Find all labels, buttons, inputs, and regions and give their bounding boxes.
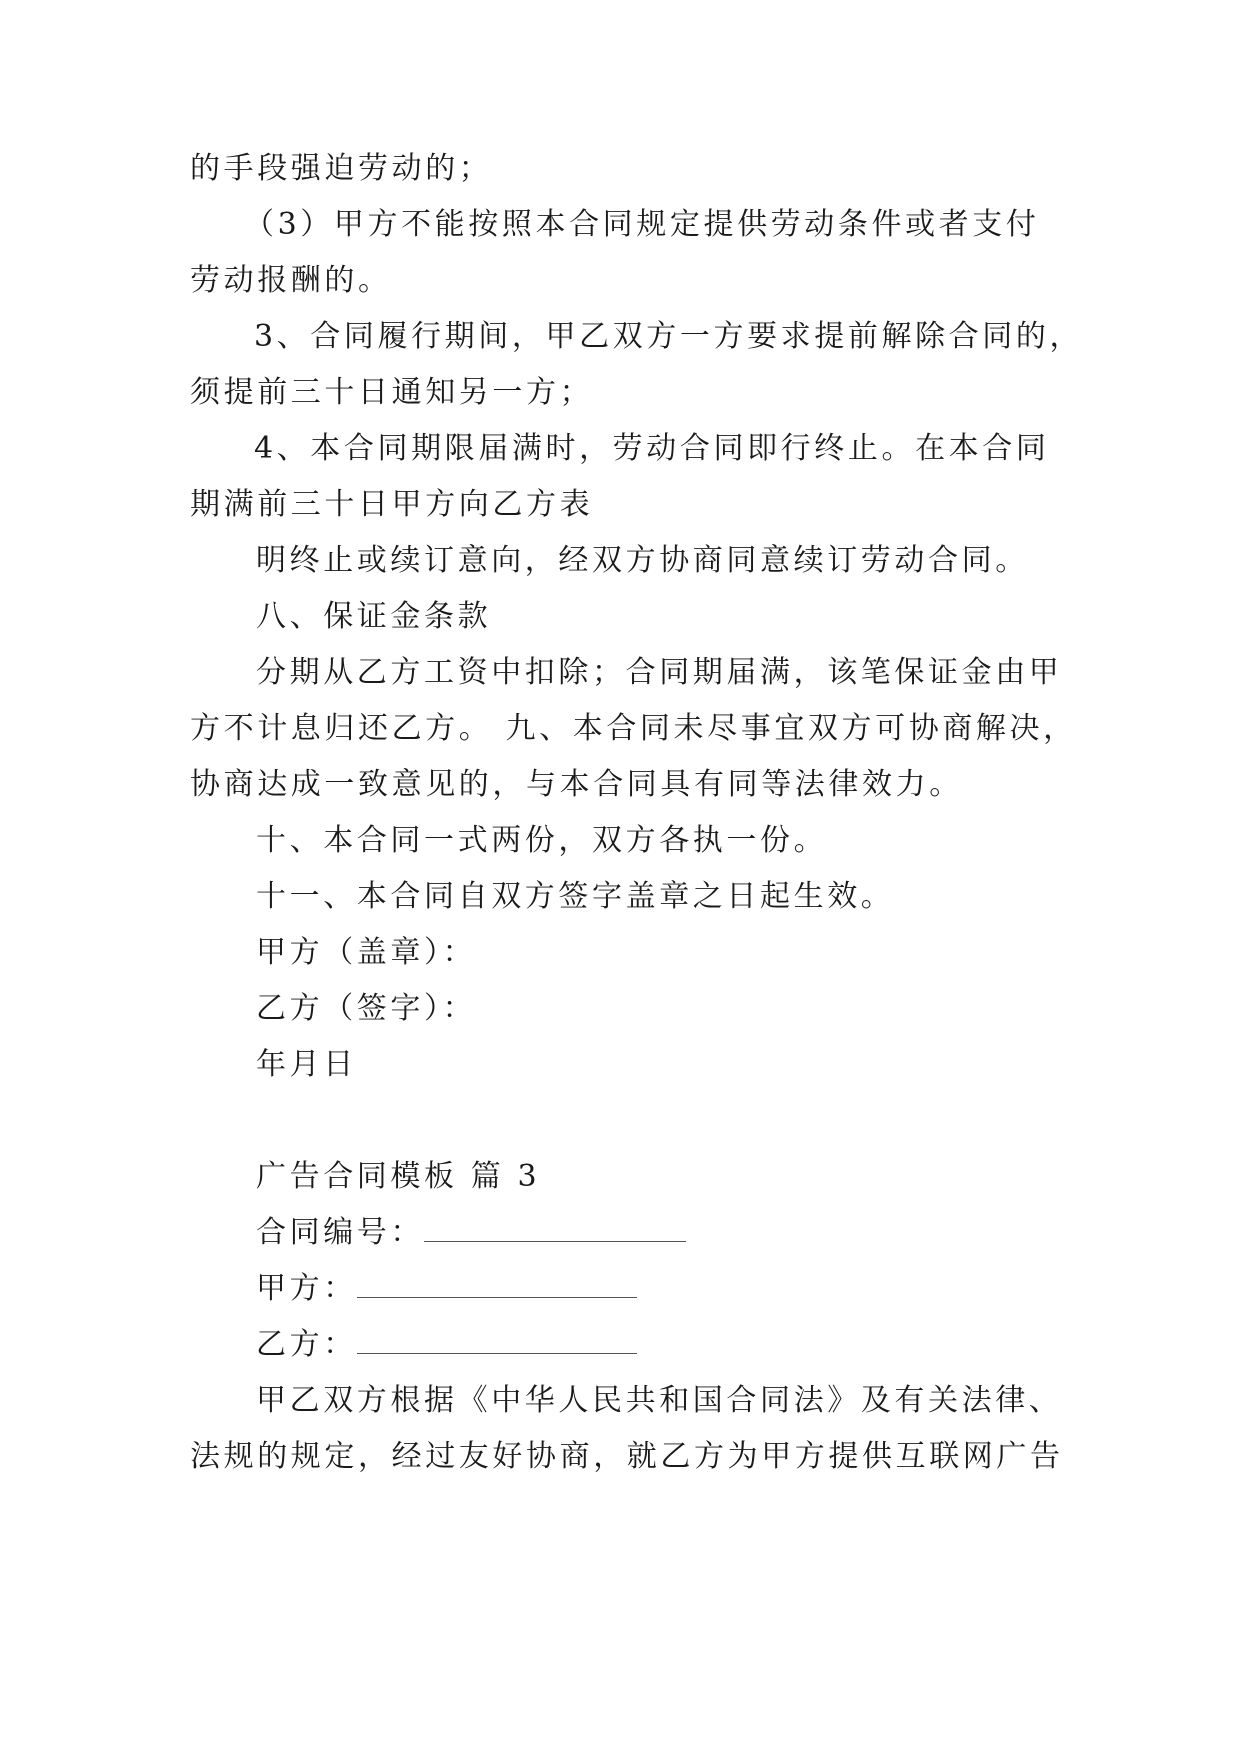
contract-number-label: 合同编号：	[256, 1215, 424, 1250]
party-b-label: 乙方：	[256, 1327, 357, 1362]
party-b-row	[256, 1326, 637, 1364]
text-line: 的手段强迫劳动的；	[190, 151, 493, 186]
party-a-label: 甲方：	[256, 1271, 357, 1306]
text-line: 十、本合同一式两份，双方各执一份。	[256, 823, 828, 858]
text-line: （3）甲方不能按照本合同规定提供劳动条件或者支付	[244, 207, 1040, 242]
contract-number-blank	[424, 1215, 686, 1242]
party-a-blank	[357, 1271, 637, 1298]
text-line: 法规的规定，经过友好协商，就乙方为甲方提供互联网广告	[190, 1439, 1064, 1474]
party-b-blank	[357, 1327, 637, 1354]
text-line: 3、合同履行期间，甲乙双方一方要求提前解除合同的，	[254, 319, 1084, 354]
text-line: 明终止或续订意向，经双方协商同意续订劳动合同。	[256, 543, 1029, 578]
section-heading: 八、保证金条款	[256, 599, 492, 634]
text-line: 十一、本合同自双方签字盖章之日起生效。	[256, 879, 895, 914]
text-line: 分期从乙方工资中扣除；合同期届满，该笔保证金由甲	[256, 655, 1063, 690]
text-line: 期满前三十日甲方向乙方表	[190, 487, 594, 522]
text-line: 劳动报酬的。	[190, 263, 392, 298]
date-label: 年月日	[256, 1047, 357, 1082]
section-title: 广告合同模板 篇 3	[256, 1159, 541, 1194]
text-line: 须提前三十日通知另一方；	[190, 375, 594, 410]
party-b-sign-label: 乙方（签字）：	[256, 991, 477, 1026]
party-a-row	[256, 1270, 637, 1308]
text-line: 方不计息归还乙方。 九、本合同未尽事宜双方可协商解决，	[190, 711, 1077, 746]
text-line: 甲乙双方根据《中华人民共和国合同法》及有关法律、	[256, 1383, 1063, 1418]
party-a-seal-label: 甲方（盖章）：	[256, 935, 477, 970]
text-line: 4、本合同期限届满时，劳动合同即行终止。在本合同	[254, 431, 1050, 466]
text-line: 协商达成一致意见的，与本合同具有同等法律效力。	[190, 767, 963, 802]
contract-number-row	[256, 1214, 686, 1252]
